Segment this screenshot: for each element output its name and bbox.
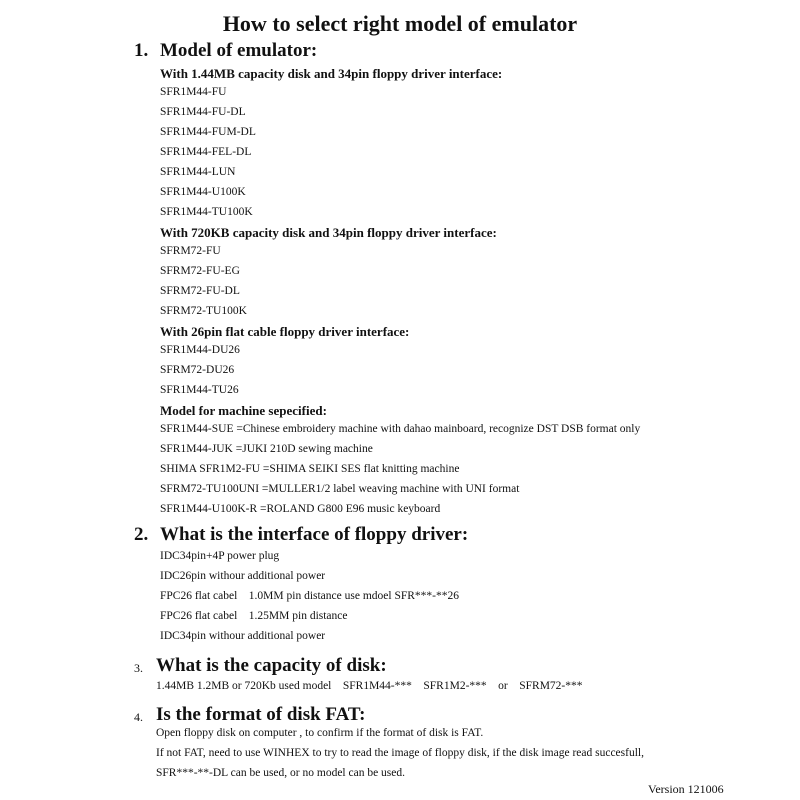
group-3-heading: With 26pin flat cable floppy driver interface: [160, 324, 410, 339]
list-item: SFRM72-FU-EG [160, 265, 240, 277]
section-2-title: What is the interface of floppy driver: [160, 524, 469, 545]
list-item: SFR1M44-FUM-DL [160, 126, 256, 138]
list-item: SFRM72-FU [160, 245, 221, 257]
list-item: SHIMA SFR1M2-FU =SHIMA SEIKI SES flat knitting machine [160, 463, 460, 475]
list-item: SFR1M44-FU [160, 86, 227, 98]
section-4-number: 4. [134, 710, 143, 724]
group-2-heading: With 720KB capacity disk and 34pin floppy driver interface: [160, 225, 497, 240]
group-4-heading: Model for machine sepecified: [160, 403, 327, 418]
list-item: SFR1M44-TU26 [160, 384, 239, 396]
list-item: SFR1M44-JUK =JUKI 210D sewing machine [160, 443, 373, 455]
list-item: FPC26 flat cabel 1.0MM pin distance use mdoel SFR***-**26 [160, 590, 459, 602]
list-item: IDC26pin withour additional power [160, 570, 326, 582]
section-3-title: What is the capacity of disk: [156, 655, 387, 676]
list-item: SFRM72-DU26 [160, 364, 235, 376]
list-item: SFR1M44-FU-DL [160, 106, 246, 118]
list-item: SFR1M44-TU100K [160, 206, 253, 218]
list-item: IDC34pin withour additional power [160, 630, 326, 642]
section-1-number: 1. [134, 40, 149, 61]
section-1-title: Model of emulator: [160, 40, 318, 61]
page-title: How to select right model of emulator [222, 11, 578, 36]
list-item: SFRM72-TU100UNI =MULLER1/2 label weaving machine with UNI format [160, 483, 520, 495]
list-item: SFR1M44-DU26 [160, 344, 240, 356]
section-2-number: 2. [134, 524, 149, 545]
paragraph-line: SFR***-**-DL can be used, or no model can be used. [156, 767, 406, 779]
list-item: SFR1M44-U100K [160, 186, 246, 198]
group-1-heading: With 1.44MB capacity disk and 34pin floppy driver interface: [160, 66, 503, 81]
list-item: SFRM72-FU-DL [160, 285, 240, 297]
list-item: IDC34pin+4P power plug [160, 550, 280, 562]
section-4-title: Is the format of disk FAT: [156, 704, 366, 725]
paragraph-line: Open floppy disk on computer , to confirm if the format of disk is FAT. [156, 727, 484, 739]
paragraph-line: If not FAT, need to use WINHEX to try to read the image of floppy disk, if the disk image read succesfull, [156, 747, 644, 759]
list-item: SFR1M44-U100K-R =ROLAND G800 E96 music keyboard [160, 503, 441, 515]
version-label: Version 121006 [648, 782, 724, 796]
list-item: SFR1M44-LUN [160, 166, 236, 178]
capacity-line: 1.44MB 1.2MB or 720Kb used model SFR1M44-*** SFR1M2-*** or SFRM72-*** [156, 680, 583, 692]
list-item: FPC26 flat cabel 1.25MM pin distance [160, 610, 348, 622]
list-item: SFRM72-TU100K [160, 305, 247, 317]
section-3-number: 3. [134, 661, 143, 675]
list-item: SFR1M44-SUE =Chinese embroidery machine with dahao mainboard, recognize DST DSB format only [160, 423, 641, 435]
list-item: SFR1M44-FEL-DL [160, 146, 252, 158]
